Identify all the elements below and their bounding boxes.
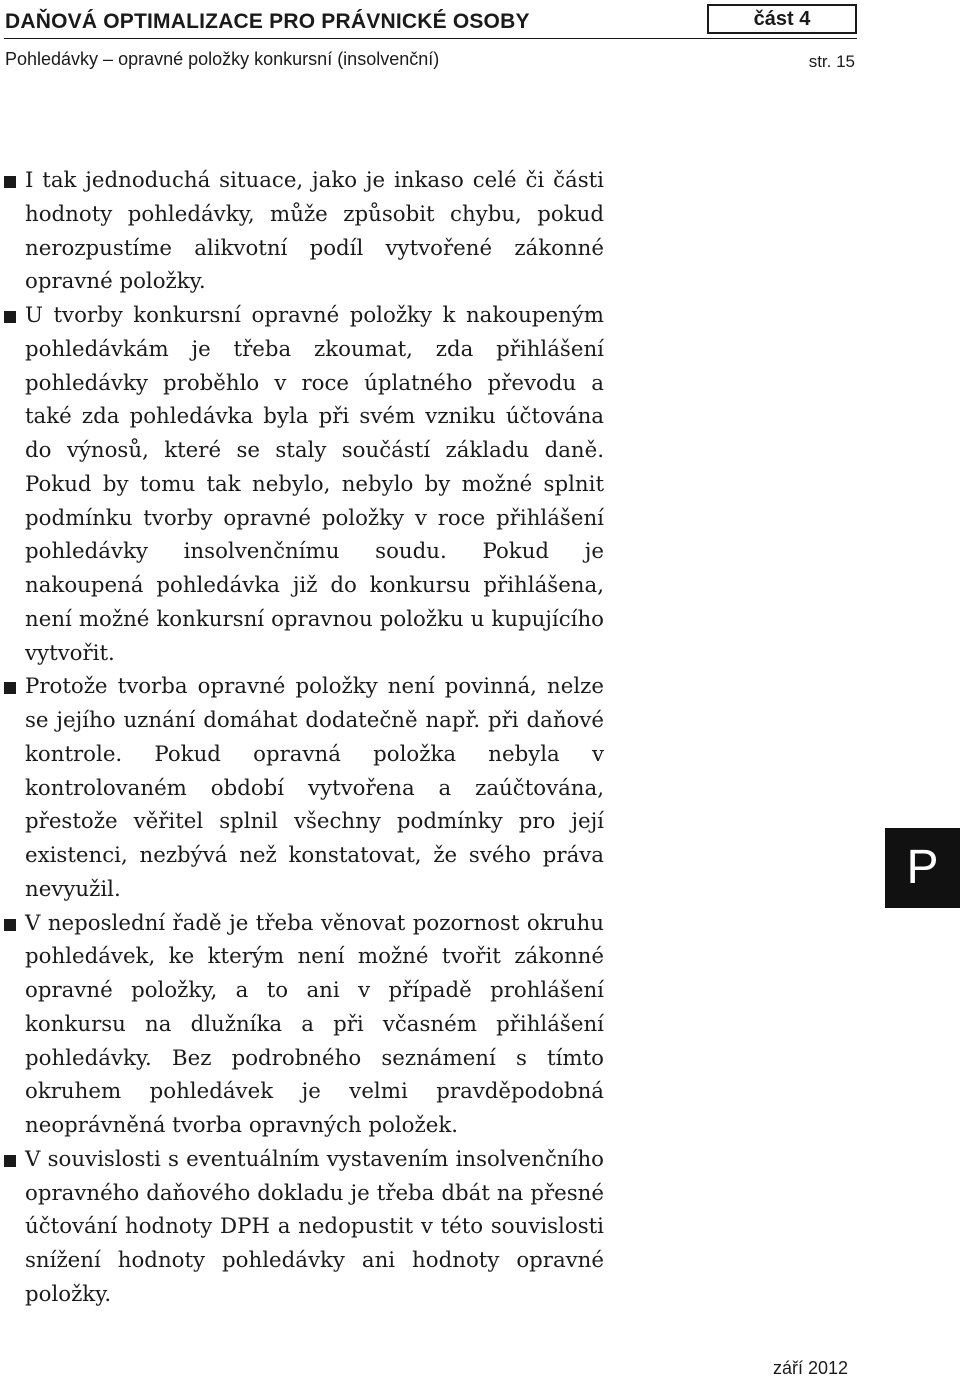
bullet-text: I tak jednoduchá situace, jako je inkaso celé či části hodnoty pohledávky, může způsobit chybu, pokud nerozpustíme alikvotní podíl vytvořené zákonné opravné položky. — [25, 168, 604, 295]
bullet-item — [4, 299, 604, 670]
bullet-list — [4, 164, 604, 1312]
running-header-title: DAŇOVÁ OPTIMALIZACE PRO PRÁVNICKÉ OSOBY — [5, 10, 530, 33]
bullet-item — [4, 164, 604, 299]
square-bullet-icon — [4, 1155, 16, 1167]
bullet-item — [4, 670, 604, 906]
bullet-item — [4, 907, 604, 1143]
bullet-text: U tvorby konkursní opravné položky k nakoupeným pohledávkám je třeba zkoumat, zda přihlášení pohledávky proběhlo v roce úplatného převodu a také zda pohledávka byla při svém vzniku účtována do výnosů, které se staly součástí základu daně. Pokud by tomu tak nebylo, nebylo by možné splnit podmínku tvorby opravné položky v roce přihlášení pohledávky insolvenčnímu soudu. Pokud je nakoupená pohledávka již do konkursu přihlášena, není možné konkursní opravnou položku u kupujícího vytvořit. — [25, 303, 604, 666]
bullet-text: Protože tvorba opravné položky není povinná, nelze se jejího uznání domáhat dodatečně např. při daňové kontrole. Pokud opravná položka nebyla v kontrolovaném období vytvořena a zaúčtována, přestože věřitel splnil všechny podmínky pro její existenci, nezbývá než konstatovat, že svého práva nevyužil. — [25, 674, 604, 902]
bullet-text: V neposlední řadě je třeba věnovat pozornost okruhu pohledávek, ke kterým není možné tvořit zákonné opravné položky, a to ani v případě prohlášení konkursu na dlužníka a při včasném přihlášení pohledávky. Bez podrobného seznámení s tímto okruhem pohledávek je velmi pravděpodobná neoprávněná tvorba opravných položek. — [25, 910, 604, 1138]
square-bullet-icon — [4, 919, 16, 931]
bullet-item — [4, 1143, 604, 1312]
bullet-text: V souvislosti s eventuálním vystavením insolvenčního opravného daňového dokladu je třeba dbát na přesné účtování hodnoty DPH a nedopustit v této souvislosti snížení hodnoty pohledávky ani hodnoty opravné položky. — [25, 1146, 604, 1307]
section-letter-tab: P — [885, 828, 960, 908]
square-bullet-icon — [4, 682, 16, 694]
square-bullet-icon — [4, 311, 16, 323]
running-header-subtitle: Pohledávky – opravné položky konkursní (insolvenční) — [5, 49, 440, 69]
part-badge: část 4 — [707, 4, 857, 34]
footer-date: září 2012 — [773, 1358, 849, 1378]
square-bullet-icon — [4, 176, 16, 188]
header-divider — [4, 38, 857, 39]
page-number: str. 15 — [808, 52, 855, 71]
